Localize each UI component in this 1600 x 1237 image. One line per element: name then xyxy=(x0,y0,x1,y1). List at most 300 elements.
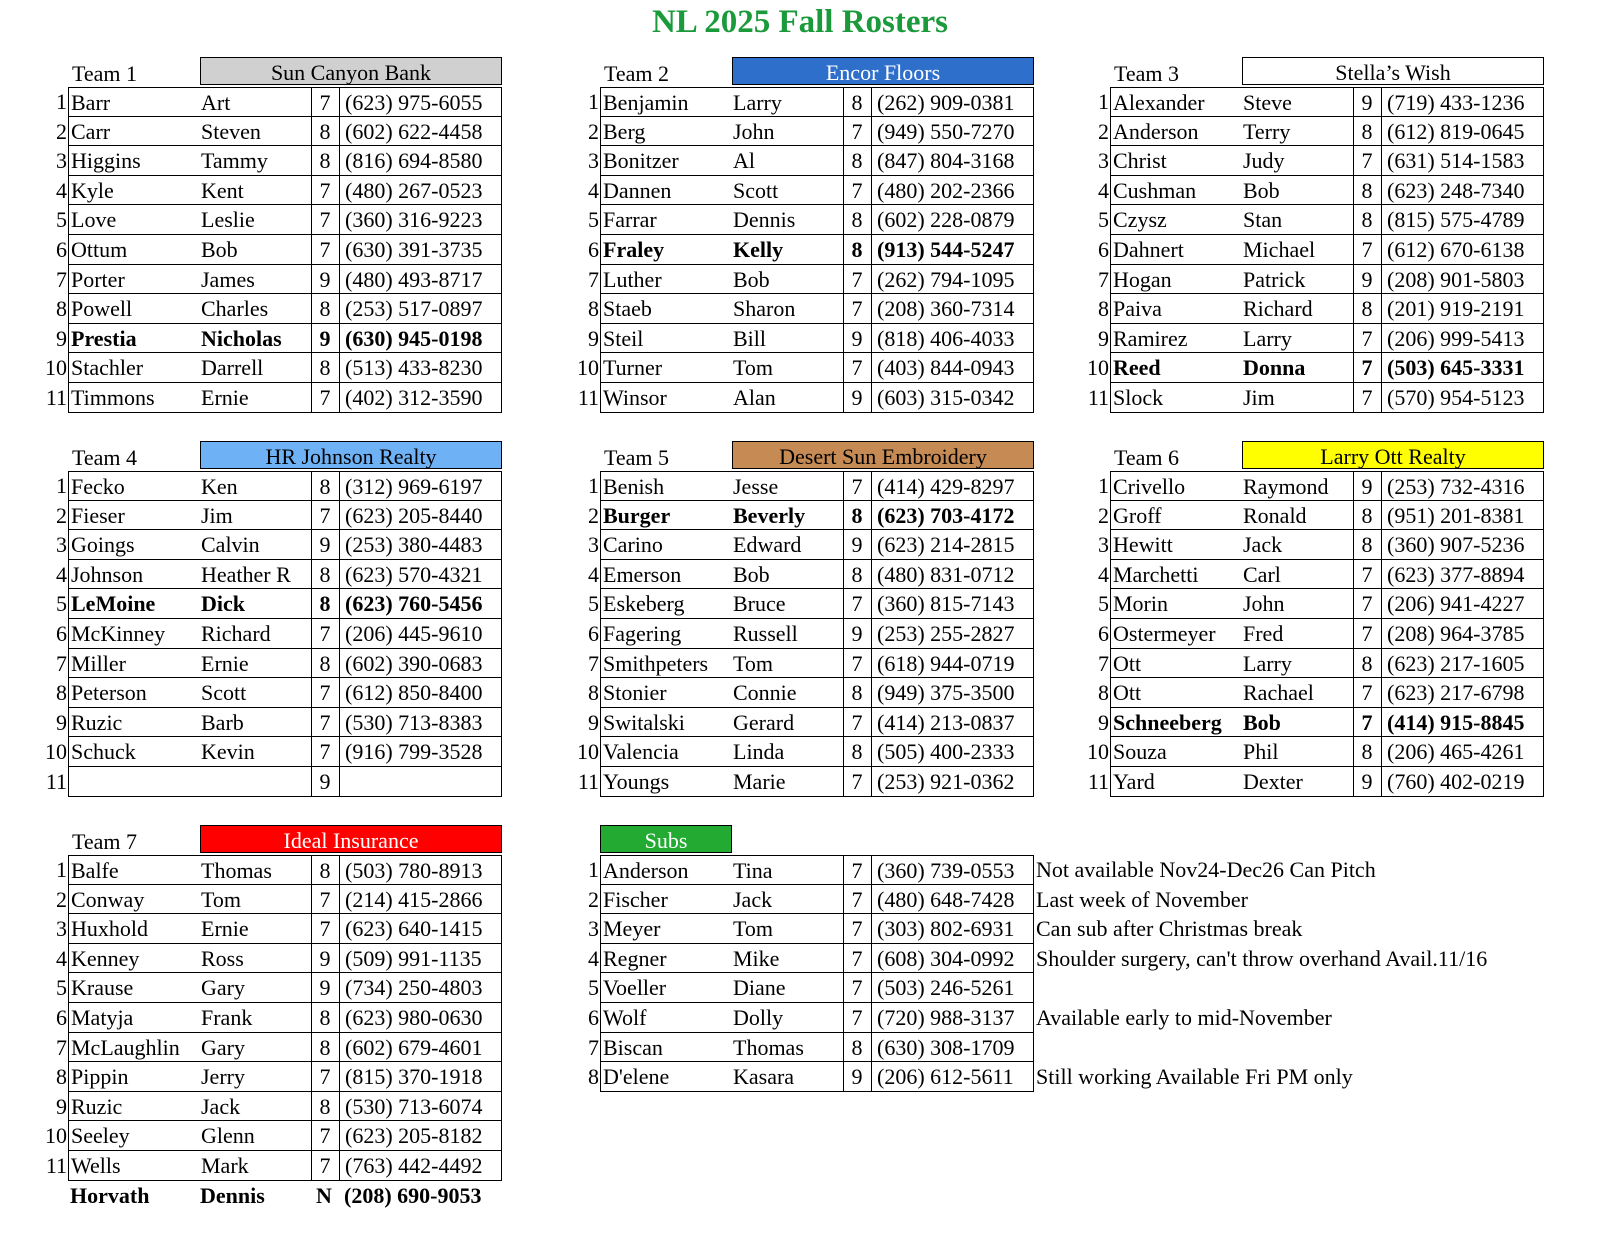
table-row xyxy=(68,1092,502,1122)
row-number: 1 xyxy=(56,89,67,114)
skill-level: 7 xyxy=(851,975,863,1001)
team-sponsor: Sun Canyon Bank xyxy=(200,57,502,85)
phone-number: (602) 228-0879 xyxy=(877,207,1015,233)
table-row xyxy=(1110,767,1544,797)
cell-divider xyxy=(339,205,340,234)
phone-number: (208) 964-3785 xyxy=(1387,621,1525,646)
last-name: Switalski xyxy=(603,709,685,735)
cell-divider xyxy=(1381,117,1382,146)
row-number: 2 xyxy=(1098,502,1109,528)
phone-number: (262) 794-1095 xyxy=(877,266,1015,292)
phone-number: (612) 670-6138 xyxy=(1387,237,1525,262)
last-name: Slock xyxy=(1113,385,1164,410)
phone-number: (312) 969-6197 xyxy=(345,474,483,499)
skill-level: 8 xyxy=(1361,177,1373,203)
phone-number: (734) 250-4803 xyxy=(345,975,483,1001)
skill-level: 7 xyxy=(319,886,331,912)
first-name: Jerry xyxy=(201,1064,245,1090)
last-name: Yard xyxy=(1113,769,1155,794)
table-row xyxy=(68,678,502,708)
table-row xyxy=(68,176,502,206)
cell-divider xyxy=(1381,649,1382,678)
row-number: 3 xyxy=(588,916,599,942)
cell-divider xyxy=(1381,708,1382,737)
cell-divider xyxy=(871,146,872,175)
last-name: Steil xyxy=(603,325,644,351)
phone-number: (414) 213-0837 xyxy=(877,709,1015,735)
row-number: 8 xyxy=(588,1064,599,1090)
table-row xyxy=(68,383,502,413)
table-row xyxy=(600,560,1034,590)
first-name: Nicholas xyxy=(201,325,282,351)
table-row xyxy=(600,649,1034,679)
table-row xyxy=(1110,146,1544,176)
phone-number: (847) 804-3168 xyxy=(877,148,1015,174)
first-name: Kelly xyxy=(733,237,784,262)
cell-divider xyxy=(339,1062,340,1091)
last-name: Farrar xyxy=(603,207,657,233)
first-name: Art xyxy=(201,90,231,115)
first-name: Mike xyxy=(733,945,780,971)
table-row xyxy=(1110,501,1544,531)
skill-level: 7 xyxy=(1361,680,1373,706)
cell-divider xyxy=(339,530,340,559)
phone-number: (253) 921-0362 xyxy=(877,769,1015,794)
first-name: Ernie xyxy=(201,650,249,676)
skill-level: 9 xyxy=(851,621,863,646)
last-name: Ramirez xyxy=(1113,325,1188,351)
cell-divider xyxy=(871,117,872,146)
skill-level: 7 xyxy=(851,296,863,322)
row-number: 5 xyxy=(588,591,599,617)
cell-divider xyxy=(1381,176,1382,205)
row-number: 3 xyxy=(56,916,67,942)
first-name: Tammy xyxy=(201,148,268,174)
skill-level: 9 xyxy=(1361,90,1373,115)
availability-note: Shoulder surgery, can't throw overhand Avail.11/16 xyxy=(1036,945,1488,971)
cell-divider xyxy=(339,383,340,412)
skill-level: 9 xyxy=(319,945,331,971)
row-number: 6 xyxy=(56,237,67,262)
table-row xyxy=(68,1003,502,1033)
table-row xyxy=(68,1033,502,1063)
table-row xyxy=(600,353,1034,383)
first-name xyxy=(201,767,309,796)
last-name: Johnson xyxy=(71,561,144,587)
last-name: Emerson xyxy=(603,561,682,587)
row-number: 5 xyxy=(588,975,599,1001)
phone-number: (623) 975-6055 xyxy=(345,90,483,115)
first-name: Gary xyxy=(201,975,245,1001)
row-number: 2 xyxy=(1098,118,1109,144)
row-number: 5 xyxy=(588,207,599,233)
last-name: Schneeberg xyxy=(1113,709,1222,735)
cell-divider xyxy=(871,619,872,648)
row-number: 7 xyxy=(56,650,67,676)
skill-level: 7 xyxy=(319,1123,331,1149)
skill-level: 8 xyxy=(319,1034,331,1060)
skill-level: 7 xyxy=(851,355,863,381)
cell-divider xyxy=(871,944,872,973)
first-name: Bruce xyxy=(733,591,786,617)
first-name: Ross xyxy=(201,945,244,971)
table-row xyxy=(68,589,502,619)
last-name: Balfe xyxy=(71,858,119,883)
table-row xyxy=(68,944,502,974)
row-number: 7 xyxy=(1098,266,1109,292)
team-name: Team 5 xyxy=(604,445,670,470)
first-name: John xyxy=(733,118,775,144)
first-name: Dexter xyxy=(1243,769,1303,794)
last-name: Miller xyxy=(71,650,126,676)
first-name: Steven xyxy=(201,118,261,144)
skill-level: 9 xyxy=(851,1064,863,1090)
row-number: 2 xyxy=(56,118,67,144)
cell-divider xyxy=(339,589,340,618)
last-name: McLaughlin xyxy=(71,1034,180,1060)
cell-divider xyxy=(339,88,340,116)
first-name: Dennis xyxy=(733,207,796,233)
skill-level: 7 xyxy=(851,769,863,794)
first-name: Barb xyxy=(201,709,244,735)
skill-level: 8 xyxy=(1361,502,1373,528)
row-number: 2 xyxy=(56,886,67,912)
row-number: 9 xyxy=(588,325,599,351)
phone-number: (480) 202-2366 xyxy=(877,177,1015,203)
skill-level: 9 xyxy=(319,325,331,351)
last-name: Powell xyxy=(71,296,133,322)
team-name: Team 4 xyxy=(72,445,138,470)
last-name: Regner xyxy=(603,945,667,971)
skill-level: 7 xyxy=(319,709,331,735)
first-name: Thomas xyxy=(201,858,272,883)
cell-divider xyxy=(1381,501,1382,530)
first-name: Larry xyxy=(1243,650,1292,676)
row-number: 3 xyxy=(56,532,67,558)
first-name: Fred xyxy=(1243,621,1284,646)
skill-level: 8 xyxy=(1361,296,1373,322)
last-name: Biscan xyxy=(603,1034,663,1060)
availability-note: Available early to mid-November xyxy=(1036,1005,1332,1030)
table-row xyxy=(600,914,1034,944)
first-name: Connie xyxy=(733,680,797,706)
skill-level: 8 xyxy=(319,1093,331,1119)
skill-level: 7 xyxy=(851,858,863,883)
skill-level: 8 xyxy=(319,1005,331,1030)
row-number: 5 xyxy=(1098,207,1109,233)
cell-divider xyxy=(339,914,340,943)
table-row xyxy=(68,471,502,501)
phone-number: (602) 390-0683 xyxy=(345,650,483,676)
row-number: 7 xyxy=(1098,650,1109,676)
first-name: Jim xyxy=(201,502,233,528)
cell-divider xyxy=(871,589,872,618)
last-name: D'elene xyxy=(603,1064,670,1090)
last-name xyxy=(71,767,199,796)
last-name: Smithpeters xyxy=(603,650,709,676)
skill-level: 8 xyxy=(319,474,331,499)
phone-number: (530) 713-8383 xyxy=(345,709,483,735)
phone-number: (201) 919-2191 xyxy=(1387,296,1525,322)
row-number: 4 xyxy=(1098,561,1109,587)
table-row xyxy=(68,619,502,649)
skill-level: 7 xyxy=(851,709,863,735)
first-name: Alan xyxy=(733,385,776,410)
phone-number: (949) 550-7270 xyxy=(877,118,1015,144)
cell-divider xyxy=(339,708,340,737)
first-name: Al xyxy=(733,148,755,174)
first-name: James xyxy=(201,266,255,292)
row-number: 5 xyxy=(56,591,67,617)
table-row xyxy=(68,767,502,797)
phone-number: (206) 445-9610 xyxy=(345,621,483,646)
first-name: Bob xyxy=(1243,177,1280,203)
table-row xyxy=(600,855,1034,885)
skill-level: 9 xyxy=(319,975,331,1001)
cell-divider xyxy=(339,1033,340,1062)
last-name: Valencia xyxy=(603,739,679,765)
row-number: 5 xyxy=(56,207,67,233)
last-name: Wolf xyxy=(603,1005,647,1030)
table-row xyxy=(68,708,502,738)
last-name: Barr xyxy=(71,90,111,115)
first-name: Kasara xyxy=(733,1064,795,1090)
cell-divider xyxy=(339,1092,340,1121)
first-name: Patrick xyxy=(1243,266,1306,292)
cell-divider xyxy=(1381,88,1382,116)
skill-level: 8 xyxy=(851,148,863,174)
cell-divider xyxy=(871,501,872,530)
first-name: Michael xyxy=(1243,237,1316,262)
first-name: Dick xyxy=(201,591,245,617)
table-row xyxy=(1110,294,1544,324)
last-name: Timmons xyxy=(71,385,155,410)
cell-divider xyxy=(1381,146,1382,175)
cell-divider xyxy=(339,885,340,914)
skill-level: 7 xyxy=(1361,355,1373,381)
cell-divider xyxy=(339,324,340,353)
skill-level: 8 xyxy=(319,858,331,883)
table-row xyxy=(68,1121,502,1151)
first-name: Terry xyxy=(1243,118,1291,144)
last-name: Love xyxy=(71,207,117,233)
first-name: Stan xyxy=(1243,207,1283,233)
table-row xyxy=(600,1003,1034,1033)
cell-divider xyxy=(1381,383,1382,412)
last-name: Ott xyxy=(1113,680,1142,706)
row-number: 2 xyxy=(588,118,599,144)
phone-number: (623) 640-1415 xyxy=(345,916,483,942)
table-row xyxy=(68,353,502,383)
phone-number: (253) 732-4316 xyxy=(1387,474,1525,499)
skill-level: 7 xyxy=(1361,385,1373,410)
row-number: 4 xyxy=(56,561,67,587)
phone-number: (608) 304-0992 xyxy=(877,945,1015,971)
table-row xyxy=(600,176,1034,206)
skill-level: 7 xyxy=(1361,621,1373,646)
skill-level: 8 xyxy=(851,1034,863,1060)
last-name: Marchetti xyxy=(1113,561,1199,587)
row-number: 10 xyxy=(45,1123,67,1149)
phone-number: (623) 217-1605 xyxy=(1387,650,1525,676)
last-name: Ruzic xyxy=(71,709,123,735)
phone-number: (815) 575-4789 xyxy=(1387,207,1525,233)
phone-number: (602) 622-4458 xyxy=(345,118,483,144)
phone-number: (208) 901-5803 xyxy=(1387,266,1525,292)
first-name: Bob xyxy=(733,561,770,587)
cell-divider xyxy=(871,176,872,205)
row-number: 6 xyxy=(588,1005,599,1030)
last-name: Huxhold xyxy=(71,916,148,942)
first-name: Diane xyxy=(733,975,786,1001)
team-name: Team 3 xyxy=(1114,61,1180,86)
skill-level: 7 xyxy=(319,385,331,410)
phone-number: (630) 945-0198 xyxy=(345,325,483,351)
row-number: 7 xyxy=(588,650,599,676)
table-row xyxy=(600,294,1034,324)
last-name: Porter xyxy=(71,266,125,292)
last-name: Hewitt xyxy=(1113,532,1173,558)
skill-level: 7 xyxy=(851,177,863,203)
row-number: 8 xyxy=(56,296,67,322)
phone-number: (623) 248-7340 xyxy=(1387,177,1525,203)
first-name: Darrell xyxy=(201,355,264,381)
skill-level: 8 xyxy=(851,237,863,262)
phone-number: (623) 570-4321 xyxy=(345,561,483,587)
last-name: Ottum xyxy=(71,237,128,262)
skill-level: 7 xyxy=(319,1153,331,1178)
first-name: Kent xyxy=(201,177,244,203)
table-row xyxy=(600,973,1034,1003)
cell-divider xyxy=(339,944,340,973)
first-name: Tom xyxy=(733,916,774,942)
cell-divider xyxy=(871,678,872,707)
phone-number: (602) 679-4601 xyxy=(345,1034,483,1060)
phone-number: (623) 217-6798 xyxy=(1387,680,1525,706)
last-name: Winsor xyxy=(603,385,667,410)
phone-number: (206) 941-4227 xyxy=(1387,591,1525,617)
first-name: Rachael xyxy=(1243,680,1314,706)
table-row xyxy=(68,885,502,915)
skill-level: 9 xyxy=(851,385,863,410)
row-number: 3 xyxy=(588,532,599,558)
row-number: 3 xyxy=(1098,148,1109,174)
skill-level: 7 xyxy=(851,591,863,617)
first-name: Bob xyxy=(201,237,238,262)
table-row xyxy=(1110,560,1544,590)
first-name: Jack xyxy=(1243,532,1283,558)
cell-divider xyxy=(339,767,340,796)
row-number: 7 xyxy=(588,266,599,292)
last-name: Kenney xyxy=(71,945,140,971)
row-number: 10 xyxy=(1087,355,1109,381)
row-number: 4 xyxy=(588,177,599,203)
row-number: 2 xyxy=(588,502,599,528)
first-name: Leslie xyxy=(201,207,255,233)
first-name: Tom xyxy=(733,650,774,676)
phone-number: (513) 433-8230 xyxy=(345,355,483,381)
table-row xyxy=(1110,324,1544,354)
team-name: Team 7 xyxy=(72,829,138,854)
cell-divider xyxy=(871,914,872,943)
table-row xyxy=(1110,205,1544,235)
first-name: Kevin xyxy=(201,739,255,765)
last-name: Morin xyxy=(1113,591,1168,617)
first-name: Donna xyxy=(1243,355,1306,381)
table-row xyxy=(68,530,502,560)
skill-level: 7 xyxy=(851,650,863,676)
skill-level: N xyxy=(316,1182,332,1208)
last-name: Berg xyxy=(603,118,646,144)
team-name: Team 2 xyxy=(604,61,670,86)
phone-number: (206) 999-5413 xyxy=(1387,325,1525,351)
phone-number: (303) 802-6931 xyxy=(877,916,1015,942)
phone-number: (414) 429-8297 xyxy=(877,474,1015,499)
phone-number: (360) 907-5236 xyxy=(1387,532,1525,558)
row-number: 1 xyxy=(588,857,599,882)
row-number: 6 xyxy=(588,621,599,646)
table-row xyxy=(1110,530,1544,560)
table-row xyxy=(600,589,1034,619)
cell-divider xyxy=(871,294,872,323)
phone-number: (815) 370-1918 xyxy=(345,1064,483,1090)
first-name: Ernie xyxy=(201,916,249,942)
skill-level: 7 xyxy=(1361,237,1373,262)
table-row xyxy=(1110,176,1544,206)
phone-number: (208) 360-7314 xyxy=(877,296,1015,322)
availability-note: Last week of November xyxy=(1036,886,1248,912)
first-name: Frank xyxy=(201,1005,253,1030)
last-name: Burger xyxy=(603,502,671,528)
last-name: Stachler xyxy=(71,355,144,381)
cell-divider xyxy=(1381,235,1382,264)
skill-level: 8 xyxy=(319,355,331,381)
row-number: 9 xyxy=(56,325,67,351)
table-row xyxy=(68,294,502,324)
cell-divider xyxy=(1381,205,1382,234)
row-number: 1 xyxy=(588,89,599,114)
row-number: 6 xyxy=(56,621,67,646)
first-name: Heather R xyxy=(201,561,291,587)
skill-level: 8 xyxy=(851,680,863,706)
phone-number: (402) 312-3590 xyxy=(345,385,483,410)
team-sponsor: Encor Floors xyxy=(732,57,1034,85)
cell-divider xyxy=(1381,767,1382,796)
table-row xyxy=(68,914,502,944)
phone-number: (623) 703-4172 xyxy=(877,502,1015,528)
last-name: Reed xyxy=(1113,355,1161,381)
table-row xyxy=(68,146,502,176)
cell-divider xyxy=(1381,324,1382,353)
row-number: 3 xyxy=(1098,532,1109,558)
last-name: Voeller xyxy=(603,975,667,1001)
team-sponsor: Ideal Insurance xyxy=(200,825,502,853)
row-number: 7 xyxy=(56,266,67,292)
cell-divider xyxy=(1381,619,1382,648)
phone-number: (760) 402-0219 xyxy=(1387,769,1525,794)
row-number: 1 xyxy=(1098,89,1109,114)
row-number: 2 xyxy=(588,886,599,912)
row-number: 6 xyxy=(1098,237,1109,262)
first-name: John xyxy=(1243,591,1285,617)
phone-number: (618) 944-0719 xyxy=(877,650,1015,676)
last-name: Meyer xyxy=(603,916,661,942)
availability-note: Not available Nov24-Dec26 Can Pitch xyxy=(1036,857,1376,882)
last-name: LeMoine xyxy=(71,591,156,617)
row-number: 10 xyxy=(1087,739,1109,765)
cell-divider xyxy=(1381,530,1382,559)
skill-level: 9 xyxy=(1361,769,1373,794)
